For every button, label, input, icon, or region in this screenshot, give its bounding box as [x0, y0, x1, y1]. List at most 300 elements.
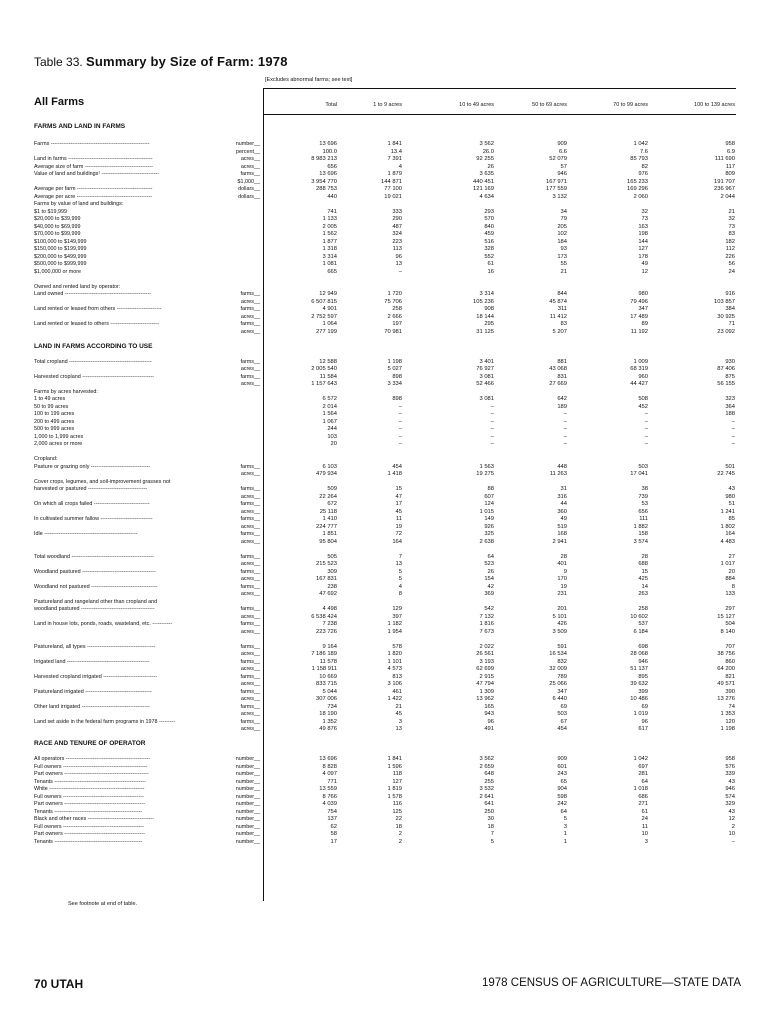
cell-value: 42: [487, 583, 494, 590]
header-top-rule: [263, 88, 736, 89]
cell-value: 13 696: [319, 171, 337, 177]
cell-value: 452: [638, 403, 648, 410]
row-label: Pastureland irrigated -------------------------------------: [34, 688, 152, 695]
row-label: Land owned ------------------------------------------------: [34, 291, 152, 297]
table-number: Table 33.: [34, 55, 83, 69]
row-unit: dollars__: [238, 193, 260, 200]
column-header: 10 to 49 acres: [459, 102, 494, 108]
cell-value: 243: [557, 771, 567, 777]
row-unit: number__: [235, 771, 260, 777]
cell-value: 3: [563, 823, 567, 830]
cell-value: 22 264: [319, 493, 337, 500]
cell-value: 734: [327, 703, 337, 710]
cell-value: 12: [641, 268, 648, 275]
cell-value: 656: [638, 508, 648, 515]
cell-value: 52 466: [476, 381, 494, 387]
cell-value: 223: [392, 238, 402, 245]
cell-value: 244: [327, 426, 337, 432]
cell-value: 4 634: [479, 193, 494, 200]
row-label: In cultivated summer fallow -----------------------------: [34, 516, 153, 522]
cell-value: 255: [484, 778, 494, 785]
cell-value: 168: [557, 531, 567, 537]
cell-value: 1 596: [387, 763, 402, 770]
cell-value: 24: [641, 816, 648, 822]
row-unit: acres__: [240, 366, 260, 372]
cell-value: 6 103: [322, 463, 337, 470]
cell-value: 11 578: [319, 658, 337, 665]
cell-value: 242: [557, 801, 567, 807]
cell-value: 47: [395, 493, 402, 500]
cell-value: 61: [487, 261, 494, 267]
cell-value: 7.6: [639, 148, 648, 155]
cell-value: 15 127: [717, 613, 735, 620]
cell-value: 399: [638, 688, 648, 695]
cell-value: 44: [560, 501, 567, 507]
row-label: White -----------------------------------------------------: [34, 786, 145, 792]
cell-value: 67: [560, 718, 567, 725]
row-unit: acres__: [240, 666, 260, 672]
row-unit: acres__: [240, 523, 260, 530]
cell-value: 739: [638, 493, 648, 500]
cell-value: 6 507 815: [311, 298, 337, 305]
cell-value: 281: [638, 771, 648, 777]
row-label: Owned and rented land by operator:: [34, 283, 121, 290]
row-unit: farms__: [240, 358, 260, 365]
cell-value: 1 015: [479, 508, 494, 515]
row-label: Woodland not pastured -------------------------------------: [34, 583, 158, 590]
cell-value: 741: [327, 208, 337, 215]
row-unit: acres__: [240, 298, 260, 305]
cell-value: 426: [557, 621, 567, 627]
row-label: Pastureland and rangeland other than cropland and: [34, 598, 158, 605]
cell-value: 1 816: [479, 621, 494, 627]
cell-value: 347: [557, 688, 567, 695]
cell-value: 908: [484, 306, 494, 312]
cell-value: 223 726: [316, 628, 337, 635]
cell-value: 120: [725, 718, 735, 725]
cell-value: 2 005: [322, 223, 337, 230]
cell-value: 5: [563, 816, 567, 822]
row-label: $70,000 to $99,999: [34, 231, 81, 237]
cell-value: 2 752 597: [311, 313, 337, 320]
cell-value: 2 641: [479, 793, 494, 800]
cell-value: 58: [330, 831, 337, 837]
cell-value: 18: [395, 823, 402, 830]
row-unit: acres__: [240, 591, 260, 597]
cell-value: 263: [638, 591, 648, 597]
row-label: Pastureland, all types --------------------------------------: [34, 643, 156, 650]
cell-value: 158: [638, 531, 648, 537]
cell-value: 1 009: [633, 358, 648, 365]
cell-value: 100.0: [322, 148, 337, 155]
row-label: 2,000 acres or more: [34, 441, 83, 447]
cell-value: 19 021: [384, 193, 402, 200]
cell-value: 154: [484, 576, 494, 582]
cell-value: 61: [641, 808, 648, 815]
cell-value: 28: [560, 553, 567, 560]
cell-value: 3 509: [552, 628, 567, 635]
cell-value: 43: [728, 778, 735, 785]
cell-value: 34: [560, 208, 567, 215]
cell-value: 47 692: [319, 591, 337, 597]
row-unit: farms__: [240, 673, 260, 680]
cell-value: –: [398, 441, 402, 447]
cell-value: 1 422: [387, 696, 402, 702]
cell-value: 163: [638, 223, 648, 230]
cell-value: 167 971: [546, 178, 567, 185]
cell-value: 1 182: [387, 621, 402, 627]
cell-value: 697: [638, 763, 648, 770]
cell-value: 519: [557, 523, 567, 530]
row-label: Land in farms -----------------------------------------------: [34, 156, 153, 162]
cell-value: 454: [392, 463, 402, 470]
cell-value: 440: [327, 193, 337, 200]
cell-value: 69: [641, 703, 648, 710]
cell-value: 2 044: [720, 193, 735, 200]
cell-value: 578: [392, 643, 402, 650]
cell-value: 1 877: [322, 238, 337, 245]
cell-value: 1 563: [479, 463, 494, 470]
cell-value: 1 081: [322, 261, 337, 267]
cell-value: 62 699: [476, 666, 494, 672]
cell-value: 10: [728, 831, 735, 837]
cell-value: 916: [725, 291, 735, 297]
cell-value: 8 828: [322, 763, 337, 770]
cell-value: –: [490, 403, 494, 410]
cell-value: 189: [557, 403, 567, 410]
row-label: Land set aside in the federal farm programs in 1978 ---------: [34, 718, 176, 725]
row-label: Idle ----------------------------------------------------: [34, 531, 138, 537]
cell-value: –: [563, 426, 567, 432]
row-unit: farms__: [240, 643, 260, 650]
cell-value: 231: [557, 591, 567, 597]
cell-value: 27 669: [549, 381, 567, 387]
row-unit: acres__: [240, 538, 260, 545]
cell-value: 18 144: [476, 313, 494, 320]
cell-value: 813: [392, 673, 402, 680]
cell-value: 309: [327, 568, 337, 575]
cell-value: 1 042: [633, 141, 648, 147]
cell-value: 198: [638, 231, 648, 237]
cell-value: 1 101: [387, 658, 402, 665]
cell-value: –: [398, 433, 402, 440]
cell-value: –: [731, 441, 735, 447]
cell-value: 1 318: [322, 246, 337, 252]
cell-value: 11 263: [549, 471, 567, 477]
row-label: Pasture or grazing only ---------------------------------: [34, 463, 151, 470]
cell-value: 7 673: [479, 628, 494, 635]
cell-value: 7 132: [479, 613, 494, 620]
cell-value: 1 562: [322, 231, 337, 237]
cell-value: 401: [557, 561, 567, 567]
cell-value: 516: [484, 238, 494, 245]
cell-value: 52 079: [549, 156, 567, 162]
cell-value: 13 962: [476, 696, 494, 702]
cell-value: 501: [725, 463, 735, 470]
row-unit: farms__: [240, 463, 260, 470]
cell-value: 13.4: [390, 148, 402, 155]
cell-value: –: [731, 426, 735, 432]
cell-value: 17: [330, 838, 337, 845]
cell-value: 164: [725, 531, 735, 537]
cell-value: –: [398, 268, 402, 275]
cell-value: 12 588: [319, 358, 337, 365]
cell-value: 3 532: [479, 786, 494, 792]
row-label: $150,000 to $199,999: [34, 246, 87, 252]
cell-value: 116: [392, 801, 402, 807]
row-unit: number__: [235, 763, 260, 770]
cell-value: 542: [484, 606, 494, 612]
cell-value: 8 983 213: [311, 156, 337, 162]
cell-value: 27: [728, 553, 735, 560]
cell-value: 43: [728, 486, 735, 492]
row-unit: farms__: [240, 321, 260, 327]
cell-value: –: [398, 411, 402, 417]
row-unit: acres__: [240, 681, 260, 687]
cell-value: 3 132: [552, 193, 567, 200]
cell-value: 390: [725, 688, 735, 695]
row-label: Total cropland ----------------------------------------------: [34, 358, 152, 365]
cell-value: 7: [398, 553, 402, 560]
row-label: Harvested cropland irrigated ------------------------------: [34, 673, 158, 680]
cell-value: 3 314: [322, 253, 337, 260]
cell-value: 672: [327, 501, 337, 507]
cell-value: –: [644, 418, 648, 425]
row-label: Tenants -------------------------------------------------: [34, 808, 143, 815]
row-label: Average size of farm --------------------------------------: [34, 163, 154, 170]
cell-value: 7 391: [387, 156, 402, 162]
cell-value: 173: [557, 253, 567, 260]
row-unit: acres__: [240, 328, 260, 335]
cell-value: 2: [398, 838, 402, 845]
cell-value: 6 440: [552, 696, 567, 702]
cell-value: 201: [557, 606, 567, 612]
cell-value: 75 706: [384, 298, 402, 305]
cell-value: 904: [557, 786, 567, 792]
cell-value: 459: [484, 231, 494, 237]
row-unit: acres__: [240, 163, 260, 170]
row-label: All operators -----------------------------------------------: [34, 756, 151, 762]
cell-value: 9 164: [322, 643, 337, 650]
row-label: Cropland:: [34, 456, 58, 462]
cell-value: 76 927: [476, 366, 494, 372]
cell-value: 7 238: [322, 621, 337, 627]
cell-value: 754: [327, 808, 337, 815]
cell-value: 16 534: [549, 651, 567, 657]
cell-value: 236 967: [714, 186, 735, 192]
cell-value: 13: [395, 726, 402, 732]
publication-title: 1978 CENSUS OF AGRICULTURE—STATE DATA: [482, 977, 742, 989]
row-unit: percent__: [236, 148, 260, 155]
row-unit: $1,000__: [237, 178, 260, 185]
cell-value: –: [490, 426, 494, 432]
cell-value: 165: [484, 703, 494, 710]
cell-value: 14: [641, 583, 648, 590]
row-unit: acres__: [240, 561, 260, 567]
cell-value: 6 538 424: [311, 613, 337, 620]
cell-value: 2 005 540: [311, 366, 337, 372]
cell-value: 425: [638, 576, 648, 582]
cell-value: 121 169: [473, 186, 494, 192]
cell-value: 2 022: [479, 643, 494, 650]
cell-value: 70 981: [384, 328, 402, 335]
cell-value: 1 841: [387, 141, 402, 147]
row-label: 1,000 to 1,999 acres: [34, 433, 84, 440]
cell-value: 72: [395, 531, 402, 537]
cell-value: 95 804: [319, 538, 337, 545]
cell-value: 648: [484, 771, 494, 777]
cell-value: 64: [641, 778, 648, 785]
cell-value: 19: [560, 583, 567, 590]
cell-value: 51 137: [630, 666, 648, 672]
row-unit: acres__: [240, 381, 260, 387]
row-unit: acres__: [240, 493, 260, 500]
cell-value: 96: [641, 718, 648, 725]
cell-value: 4 483: [720, 538, 735, 545]
cell-value: 2: [731, 823, 735, 830]
row-label: Average per farm ------------------------------------------: [34, 186, 153, 192]
cell-value: 6 184: [633, 628, 648, 635]
row-unit: acres__: [240, 711, 260, 717]
section-heading: FARMS AND LAND IN FARMS: [34, 123, 126, 130]
row-label: 1 to 49 acres: [34, 396, 66, 402]
cell-value: –: [644, 441, 648, 447]
cell-value: 1 820: [387, 651, 402, 657]
row-unit: dollars__: [238, 186, 260, 192]
row-unit: farms__: [240, 516, 260, 522]
cell-value: 698: [638, 643, 648, 650]
cell-value: 10 669: [319, 673, 337, 680]
cell-value: 3 106: [387, 681, 402, 687]
cell-value: 946: [638, 658, 648, 665]
cell-value: 96: [395, 253, 402, 260]
cell-value: 24: [728, 268, 735, 275]
cell-value: 980: [725, 493, 735, 500]
cell-value: 102: [557, 231, 567, 237]
cell-value: 28: [641, 553, 648, 560]
cell-value: 11 192: [630, 328, 648, 335]
cell-value: 508: [638, 396, 648, 402]
table-title-main: Summary by Size of Farm: 1978: [86, 54, 288, 69]
cell-value: 909: [557, 756, 567, 762]
cell-value: 1 879: [387, 171, 402, 177]
cell-value: 250: [484, 808, 494, 815]
row-label: $500,000 to $999,999: [34, 261, 87, 267]
cell-value: 19: [395, 523, 402, 530]
cell-value: 112: [725, 246, 735, 252]
cell-value: 224 777: [316, 523, 337, 530]
cell-value: 809: [725, 171, 735, 177]
row-unit: number__: [235, 756, 260, 762]
row-label: Value of land and buildings¹ --------------------------------: [34, 171, 160, 177]
cell-value: 64 200: [717, 666, 735, 672]
cell-value: 3 081: [479, 396, 494, 402]
cell-value: 49 571: [717, 681, 735, 687]
cell-value: 1 954: [387, 628, 402, 635]
cell-value: 144 871: [381, 178, 402, 185]
section-heading: LAND IN FARMS ACCORDING TO USE: [34, 342, 153, 350]
cell-value: 111 690: [714, 156, 735, 162]
cell-value: 2 666: [387, 313, 402, 320]
cell-value: 1 133: [322, 216, 337, 222]
cell-value: 4 901: [322, 306, 337, 312]
cell-value: 26: [487, 568, 494, 575]
cell-value: –: [731, 433, 735, 440]
header-bottom-rule: [263, 114, 736, 115]
row-label: $40,000 to $69,999: [34, 223, 81, 230]
cell-value: 117: [725, 163, 735, 170]
cell-value: 487: [392, 223, 402, 230]
cell-value: 49: [560, 516, 567, 522]
cell-value: 167 831: [316, 576, 337, 582]
cell-value: 118: [392, 771, 402, 777]
row-label: Tenants ---------------------------------------------------: [34, 778, 146, 785]
cell-value: 3 401: [479, 358, 494, 365]
cell-value: 93: [560, 246, 567, 252]
row-unit: farms__: [240, 583, 260, 590]
row-unit: number__: [235, 808, 260, 815]
cell-value: 881: [557, 358, 567, 365]
cell-value: 277 199: [316, 328, 337, 335]
cell-value: 20: [728, 568, 735, 575]
cell-value: 898: [392, 373, 402, 380]
row-label: Part owners -----------------------------------------------: [34, 771, 149, 777]
cell-value: 11: [395, 516, 402, 522]
cell-value: 144: [638, 238, 648, 245]
row-unit: farms__: [240, 171, 260, 177]
row-unit: number__: [235, 786, 260, 792]
cell-value: 339: [725, 771, 735, 777]
cell-value: 789: [557, 673, 567, 680]
cell-value: 3 193: [479, 658, 494, 665]
cell-value: 960: [638, 373, 648, 380]
cell-value: 45 874: [549, 298, 567, 305]
footnote: See footnote at end of table.: [68, 901, 138, 907]
cell-value: 21: [728, 208, 735, 215]
cell-value: 1 720: [387, 291, 402, 297]
cell-value: 601: [557, 763, 567, 770]
cell-value: 943: [484, 711, 494, 717]
cell-value: 591: [557, 643, 567, 650]
cell-value: 333: [392, 208, 402, 215]
cell-value: 57: [560, 163, 567, 170]
row-unit: farms__: [240, 688, 260, 695]
cell-value: 64: [487, 553, 494, 560]
cell-value: 860: [725, 658, 735, 665]
cell-value: 4 039: [322, 801, 337, 807]
cell-value: 504: [725, 621, 735, 627]
column-header: 100 to 139 acres: [694, 102, 735, 108]
cell-value: 13 696: [319, 756, 337, 762]
cell-value: 65: [560, 778, 567, 785]
cell-value: 821: [725, 673, 735, 680]
cell-value: 454: [557, 726, 567, 732]
row-label: Land in house lots, ponds, roads, wasteland, etc. -----------: [34, 621, 173, 627]
cell-value: –: [490, 418, 494, 425]
cell-value: 170: [557, 576, 567, 582]
cell-value: 43 068: [549, 366, 567, 372]
cell-value: 3 081: [479, 373, 494, 380]
cell-value: 833 715: [316, 681, 337, 687]
cell-value: 182: [725, 238, 735, 245]
cell-value: 1 841: [387, 756, 402, 762]
row-unit: number__: [235, 793, 260, 800]
cell-value: 5: [490, 838, 494, 845]
row-unit: farms__: [240, 621, 260, 627]
column-header: 70 to 99 acres: [613, 102, 648, 108]
cell-value: 79 496: [630, 298, 648, 305]
cell-value: 17: [395, 501, 402, 507]
